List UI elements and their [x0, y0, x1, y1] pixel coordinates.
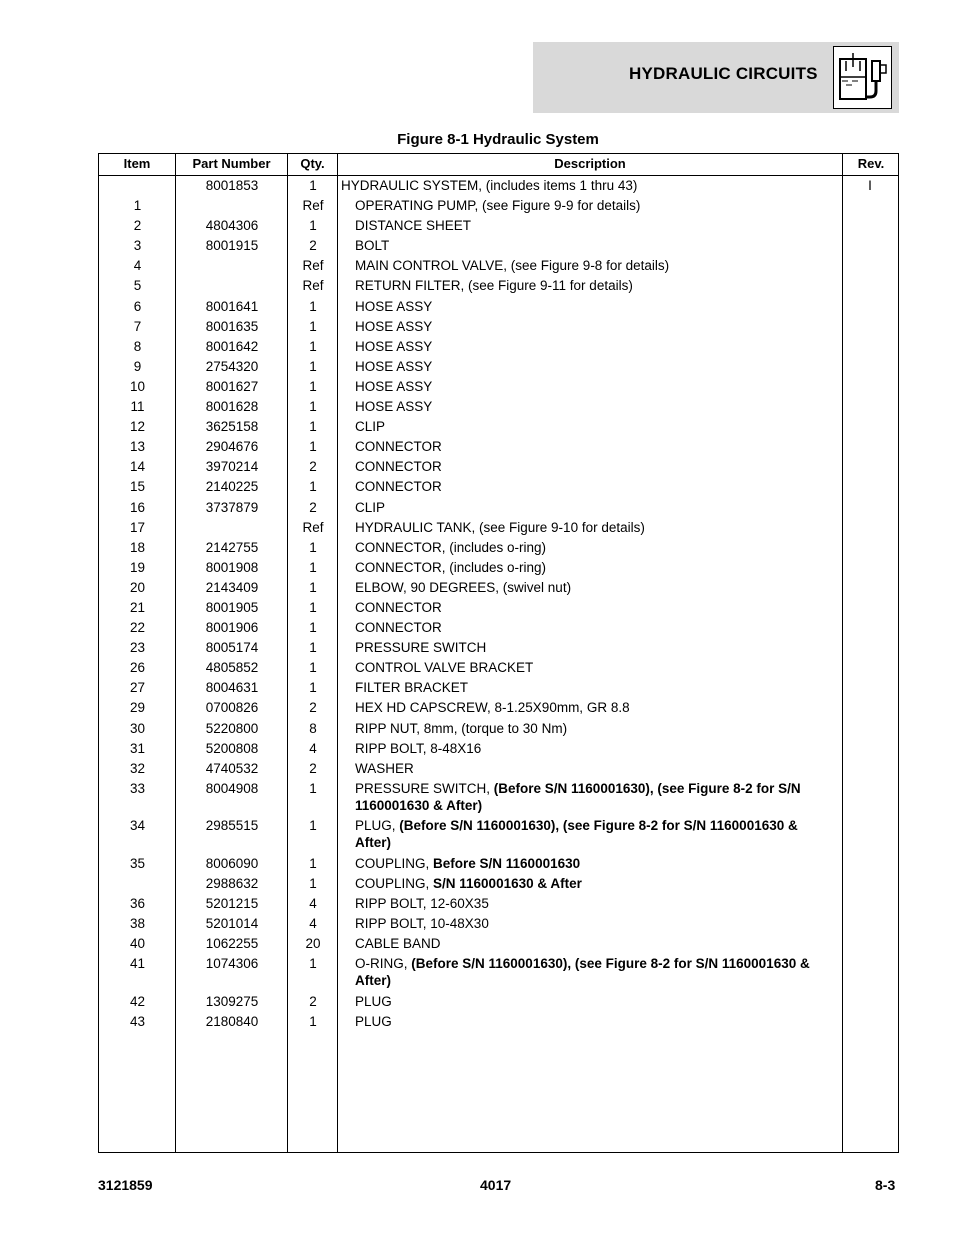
part-number: 8004908: [205, 780, 259, 796]
table-row: [99, 497, 898, 517]
quantity: 2: [309, 238, 317, 254]
item-number: 32: [129, 760, 146, 776]
item-number: 14: [129, 459, 146, 475]
description: [341, 177, 821, 194]
part-number: 4804306: [205, 218, 259, 234]
description: [355, 993, 835, 1010]
table-row: [99, 456, 898, 476]
item-number: 38: [129, 916, 146, 932]
quantity: 1: [309, 419, 317, 435]
description-text: HOSE ASSY: [355, 338, 433, 354]
description-text: CONNECTOR: [355, 599, 442, 615]
description: [355, 277, 835, 294]
quantity: 1: [309, 620, 317, 636]
description-text: CONNECTOR: [355, 459, 442, 475]
description-text: CONNECTOR: [355, 439, 442, 455]
part-number: 8001627: [205, 378, 259, 394]
description-text: FILTER BRACKET: [355, 680, 469, 696]
description: [355, 559, 835, 576]
part-number: 8006090: [205, 855, 259, 871]
quantity: 1: [309, 298, 317, 314]
description: [355, 855, 835, 872]
item-number: 40: [129, 936, 146, 952]
part-number: 5201215: [205, 896, 259, 911]
description-text: CABLE BAND: [355, 936, 441, 952]
part-number: 5220800: [205, 720, 259, 736]
description: [355, 257, 835, 274]
item-number: 23: [129, 640, 146, 656]
table-row: [99, 275, 898, 295]
table-row: [99, 991, 898, 1011]
item-number: 8: [133, 338, 142, 354]
part-number: 3625158: [205, 419, 259, 435]
description-note: (Before S/N 1160001630), (see Figure 8-2 for S/N 1160001630 & After): [355, 818, 798, 851]
table-row: [99, 316, 898, 336]
description-text: DISTANCE SHEET: [355, 218, 472, 234]
description: [355, 358, 835, 375]
description-text: PRESSURE SWITCH,: [355, 780, 494, 796]
part-number: 2142755: [205, 539, 259, 555]
table-row: [99, 677, 898, 697]
description-text: CONNECTOR: [355, 479, 442, 495]
description: [355, 438, 835, 455]
quantity: 4: [309, 740, 317, 756]
item-number: 6: [133, 298, 142, 314]
column-header-rev: Rev.: [857, 156, 885, 171]
quantity: 2: [309, 993, 317, 1009]
description: [355, 237, 835, 254]
description: [355, 499, 835, 516]
table-row: [99, 738, 898, 758]
description: [355, 915, 835, 932]
description-text: BOLT: [355, 238, 390, 254]
quantity: 1: [309, 318, 317, 334]
part-number: 8001635: [205, 318, 259, 334]
quantity: 1: [309, 956, 317, 972]
table-row: [99, 235, 898, 255]
description: [355, 875, 835, 892]
part-number: 1309275: [205, 993, 259, 1009]
item-number: 10: [129, 378, 146, 394]
part-number: 8001641: [205, 298, 259, 314]
description: [355, 895, 835, 912]
table-row: [99, 517, 898, 537]
quantity: 1: [309, 218, 317, 234]
description-text: CLIP: [355, 499, 386, 515]
figure-title: Figure 8-1 Hydraulic System: [397, 131, 599, 148]
parts-table: [98, 153, 899, 1153]
item-number: 4: [133, 258, 142, 274]
description: [355, 619, 835, 636]
description: [355, 659, 835, 676]
part-number: 2140225: [205, 479, 259, 495]
description: [355, 760, 835, 777]
description-text: PLUG,: [355, 818, 400, 834]
quantity: 1: [309, 178, 317, 193]
description-text: COUPLING,: [355, 875, 434, 891]
quantity: 1: [309, 479, 317, 495]
description: [355, 458, 835, 475]
part-number: 8001915: [205, 238, 259, 254]
description: [355, 378, 835, 395]
quantity: 1: [309, 1013, 317, 1029]
part-number: 1062255: [205, 936, 259, 952]
description: [355, 817, 835, 851]
table-row: [99, 577, 898, 597]
description-text: HYDRAULIC SYSTEM, (includes items 1 thru 43): [341, 178, 638, 193]
part-number: 8001905: [205, 599, 259, 615]
item-number: 26: [129, 660, 146, 676]
part-number: 8005174: [205, 640, 259, 656]
description: [355, 478, 835, 495]
table-row: [99, 175, 898, 195]
part-number: 5201014: [205, 916, 259, 932]
description-text: HOSE ASSY: [355, 318, 433, 334]
description-text: COUPLING,: [355, 855, 434, 871]
quantity: 2: [309, 760, 317, 776]
table-row: [99, 758, 898, 778]
item-number: 31: [129, 740, 146, 756]
description-note: (Before S/N 1160001630), (see Figure 8-2 for S/N 1160001630 & After): [355, 956, 810, 989]
footer-revision: 4017: [480, 1177, 512, 1193]
table-row: [99, 778, 898, 816]
table-row: [99, 617, 898, 637]
description: [355, 579, 835, 596]
quantity: 1: [309, 680, 317, 696]
part-number: 2985515: [205, 818, 259, 834]
description-text: MAIN CONTROL VALVE, (see Figure 9-8 for details): [355, 258, 670, 274]
part-number: 2143409: [205, 579, 259, 595]
description: [355, 740, 835, 757]
section-title: HYDRAULIC CIRCUITS: [629, 64, 818, 83]
item-number: 15: [129, 479, 146, 495]
description: [355, 519, 835, 536]
description-text: HOSE ASSY: [355, 378, 433, 394]
item-number: 3: [133, 238, 142, 254]
item-number: 1: [133, 198, 142, 214]
part-number: 8001642: [205, 338, 259, 354]
column-header-qty: Qty.: [300, 156, 325, 171]
table-row: [99, 913, 898, 933]
table-row: [99, 697, 898, 717]
part-number: 2988632: [205, 875, 259, 891]
footer-document-number: 3121859: [98, 1177, 153, 1193]
part-number: 2180840: [205, 1013, 259, 1029]
part-number: 8001628: [205, 399, 259, 415]
quantity: 1: [309, 378, 317, 394]
description: [355, 217, 835, 234]
item-number: 17: [129, 519, 146, 535]
description-text: HEX HD CAPSCREW, 8-1.25X90mm, GR 8.8: [355, 700, 630, 716]
table-row: [99, 537, 898, 557]
item-number: 16: [129, 499, 146, 515]
item-number: 43: [129, 1013, 146, 1029]
table-body: [99, 175, 898, 1031]
part-number: 3737879: [205, 499, 259, 515]
description-text: CONNECTOR, (includes o-ring): [355, 559, 547, 575]
quantity: 1: [309, 599, 317, 615]
description: [355, 955, 835, 989]
item-number: 18: [129, 539, 146, 555]
quantity: 1: [309, 439, 317, 455]
table-row: [99, 718, 898, 738]
table-row: [99, 416, 898, 436]
description-note: S/N 1160001630 & After: [433, 875, 582, 891]
description-text: RIPP BOLT, 10-48X30: [355, 916, 489, 932]
table-row: [99, 195, 898, 215]
quantity: 1: [309, 780, 317, 796]
item-number: 9: [133, 358, 142, 374]
part-number: 4805852: [205, 660, 259, 676]
description-text: O-RING,: [355, 956, 412, 972]
table-row: [99, 953, 898, 991]
description: [355, 780, 835, 814]
item-number: 42: [129, 993, 146, 1009]
item-number: 30: [129, 720, 146, 736]
description: [355, 1013, 835, 1030]
description-text: RIPP NUT, 8mm, (torque to 30 Nm): [355, 720, 568, 736]
description-note: Before S/N 1160001630: [433, 855, 581, 871]
item-number: 13: [129, 439, 146, 455]
quantity: 1: [309, 559, 317, 575]
table-row: [99, 853, 898, 873]
table-row: [99, 597, 898, 617]
description-text: CONNECTOR, (includes o-ring): [355, 539, 547, 555]
part-number: 0700826: [205, 700, 259, 716]
quantity: 1: [309, 579, 317, 595]
description-text: HOSE ASSY: [355, 298, 433, 314]
quantity: 2: [309, 499, 317, 515]
item-number: 20: [129, 579, 146, 595]
table-row: [99, 336, 898, 356]
quantity: 1: [309, 875, 317, 891]
item-number: 27: [129, 680, 146, 696]
description-text: OPERATING PUMP, (see Figure 9-9 for details): [355, 198, 641, 214]
quantity: 1: [309, 660, 317, 676]
table-row: [99, 893, 898, 913]
part-number: 1074306: [205, 956, 259, 972]
table-row: [99, 1011, 898, 1031]
item-number: 35: [129, 855, 146, 871]
table-row: [99, 255, 898, 275]
part-number: 5200808: [205, 740, 259, 756]
table-row: [99, 396, 898, 416]
description-text: RETURN FILTER, (see Figure 9-11 for details): [355, 278, 633, 294]
item-number: 22: [129, 620, 146, 636]
description: [355, 720, 835, 737]
part-number: 8001853: [205, 178, 259, 193]
table-row: [99, 476, 898, 496]
quantity: Ref: [302, 258, 324, 274]
hydraulic-tank-icon: [833, 46, 892, 109]
table-row: [99, 376, 898, 396]
part-number: 8004631: [205, 680, 259, 696]
description: [355, 935, 835, 952]
quantity: 1: [309, 855, 317, 871]
description-text: ELBOW, 90 DEGREES, (swivel nut): [355, 579, 572, 595]
quantity: 1: [309, 358, 317, 374]
quantity: Ref: [302, 519, 324, 535]
column-header-description: Description: [554, 156, 626, 171]
description: [355, 679, 835, 696]
description-text: PLUG: [355, 1013, 392, 1029]
column-header-item: Item: [123, 156, 151, 171]
table-row: [99, 557, 898, 577]
description: [355, 418, 835, 435]
quantity: 4: [309, 896, 317, 911]
description: [355, 639, 835, 656]
description-text: HOSE ASSY: [355, 399, 433, 415]
table-row: [99, 815, 898, 853]
quantity: 4: [309, 916, 317, 932]
table-row: [99, 436, 898, 456]
description-text: RIPP BOLT, 8-48X16: [355, 740, 482, 756]
section-header: [533, 42, 899, 113]
item-number: 7: [133, 318, 142, 334]
description: [355, 318, 835, 335]
item-number: 29: [129, 700, 146, 716]
description: [355, 298, 835, 315]
description-text: WASHER: [355, 760, 414, 776]
quantity: 8: [309, 720, 317, 736]
quantity: 1: [309, 818, 317, 834]
part-number: 8001908: [205, 559, 259, 575]
description: [355, 197, 835, 214]
description-text: CONNECTOR: [355, 620, 442, 636]
table-row: [99, 933, 898, 953]
description-text: PLUG: [355, 993, 392, 1009]
part-number: 4740532: [205, 760, 259, 776]
quantity: Ref: [302, 198, 324, 214]
table-row: [99, 356, 898, 376]
table-row: [99, 296, 898, 316]
quantity: 1: [309, 338, 317, 354]
quantity: 1: [309, 640, 317, 656]
quantity: 1: [309, 399, 317, 415]
item-number: 19: [129, 559, 146, 575]
table-row: [99, 215, 898, 235]
description-text: RIPP BOLT, 12-60X35: [355, 896, 489, 911]
part-number: 2754320: [205, 358, 259, 374]
quantity: 20: [305, 936, 321, 952]
description: [355, 338, 835, 355]
table-row: [99, 873, 898, 893]
quantity: 1: [309, 539, 317, 555]
description-text: HOSE ASSY: [355, 358, 433, 374]
description-text: CLIP: [355, 419, 386, 435]
description: [355, 398, 835, 415]
description-text: HYDRAULIC TANK, (see Figure 9-10 for details): [355, 519, 645, 535]
item-number: 12: [129, 419, 146, 435]
quantity: 2: [309, 700, 317, 716]
description-text: CONTROL VALVE BRACKET: [355, 660, 534, 676]
table-row: [99, 637, 898, 657]
part-number: 2904676: [205, 439, 259, 455]
item-number: 33: [129, 780, 146, 796]
part-number: 8001906: [205, 620, 259, 636]
item-number: 36: [129, 896, 146, 911]
revision: I: [868, 178, 872, 193]
description: [355, 699, 835, 716]
item-number: 5: [133, 278, 142, 294]
description-text: PRESSURE SWITCH: [355, 640, 487, 656]
item-number: 34: [129, 818, 146, 834]
item-number: 2: [133, 218, 142, 234]
table-row: [99, 657, 898, 677]
item-number: 21: [129, 599, 146, 615]
footer-page-number: 8-3: [875, 1177, 896, 1193]
description: [355, 599, 835, 616]
item-number: 41: [129, 956, 146, 972]
column-header-part-number: Part Number: [192, 156, 271, 171]
part-number: 3970214: [205, 459, 259, 475]
description-note: (Before S/N 1160001630), (see Figure 8-2 for S/N 1160001630 & After): [355, 780, 801, 813]
item-number: 11: [130, 399, 145, 415]
quantity: 2: [309, 459, 317, 475]
description: [355, 539, 835, 556]
quantity: Ref: [302, 278, 324, 294]
